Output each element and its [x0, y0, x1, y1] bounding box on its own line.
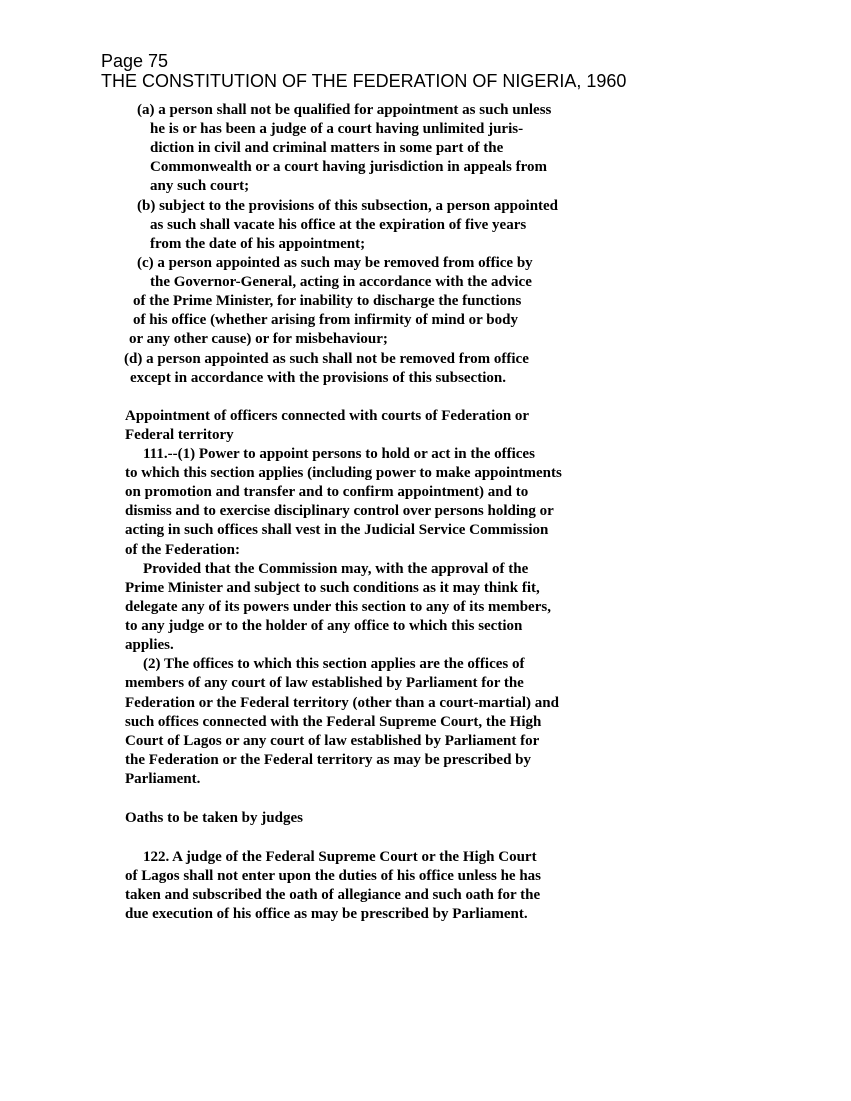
clause-c-line: (c) a person appointed as such may be removed from office by — [137, 255, 533, 271]
document-title: THE CONSTITUTION OF THE FEDERATION OF NIGERIA, 1960 — [101, 71, 627, 91]
clause-a-line: diction in civil and criminal matters in some part of the — [150, 140, 504, 156]
proviso-line: delegate any of its powers under this section to any of its members, — [125, 599, 551, 615]
section-111-line: dismiss and to exercise disciplinary control over persons holding or — [125, 503, 554, 519]
section-heading: Oaths to be taken by judges — [125, 810, 303, 826]
subsection-2-line: such offices connected with the Federal Supreme Court, the High — [125, 714, 542, 730]
section-111-line: on promotion and transfer and to confirm appointment) and to — [125, 484, 529, 500]
clause-b-line: (b) subject to the provisions of this subsection, a person appointed — [137, 198, 559, 214]
proviso-line: to any judge or to the holder of any office to which this section — [125, 618, 523, 634]
section-111-line: of the Federation: — [125, 542, 240, 558]
section-122-line: due execution of his office as may be prescribed by Parliament. — [125, 906, 528, 922]
clause-a-line: he is or has been a judge of a court having unlimited juris- — [150, 121, 524, 137]
clause-c-line: of his office (whether arising from infirmity of mind or body — [133, 312, 518, 328]
section-heading: Federal territory — [125, 427, 234, 443]
clause-a-line: any such court; — [150, 178, 250, 194]
section-111-line: acting in such offices shall vest in the Judicial Service Commission — [125, 522, 549, 538]
clause-d-line: except in accordance with the provisions of this subsection. — [130, 370, 506, 386]
subsection-2-line: members of any court of law established by Parliament for the — [125, 675, 524, 691]
clause-d-line: (d) a person appointed as such shall not be removed from office — [124, 351, 529, 367]
clause-c-line: or any other cause) or for misbehaviour; — [129, 331, 388, 347]
clause-b-line: as such shall vacate his office at the expiration of five years — [150, 217, 527, 233]
section-111-line: 111.--(1) Power to appoint persons to hold or act in the offices — [143, 446, 535, 462]
clause-c-line: the Governor-General, acting in accordance with the advice — [150, 274, 532, 290]
subsection-2-line: (2) The offices to which this section applies are the offices of — [143, 656, 525, 672]
clause-a-line: (a) a person shall not be qualified for appointment as such unless — [137, 102, 552, 118]
page-header — [101, 51, 626, 91]
proviso-line: Provided that the Commission may, with the approval of the — [143, 561, 529, 577]
proviso-line: Prime Minister and subject to such conditions as it may think fit, — [125, 580, 540, 596]
section-122-line: taken and subscribed the oath of allegiance and such oath for the — [125, 887, 541, 903]
subsection-2-line: Federation or the Federal territory (other than a court-martial) and — [125, 695, 559, 711]
clause-a-line: Commonwealth or a court having jurisdiction in appeals from — [150, 159, 547, 175]
subsection-2-line: Parliament. — [125, 771, 201, 787]
section-heading: Appointment of officers connected with courts of Federation or — [125, 408, 530, 424]
subsection-2-line: the Federation or the Federal territory as may be prescribed by — [125, 752, 532, 768]
subsection-2-line: Court of Lagos or any court of law established by Parliament for — [125, 733, 540, 749]
page-number: Page 75 — [101, 51, 169, 71]
clause-c-line: of the Prime Minister, for inability to discharge the functions — [133, 293, 522, 309]
section-122-line: 122. A judge of the Federal Supreme Court or the High Court — [143, 849, 537, 865]
clause-b-line: from the date of his appointment; — [150, 236, 366, 252]
proviso-line: applies. — [125, 637, 174, 653]
section-111-line: to which this section applies (including power to make appointments — [125, 465, 562, 481]
section-122-line: of Lagos shall not enter upon the duties of his office unless he has — [125, 868, 542, 884]
